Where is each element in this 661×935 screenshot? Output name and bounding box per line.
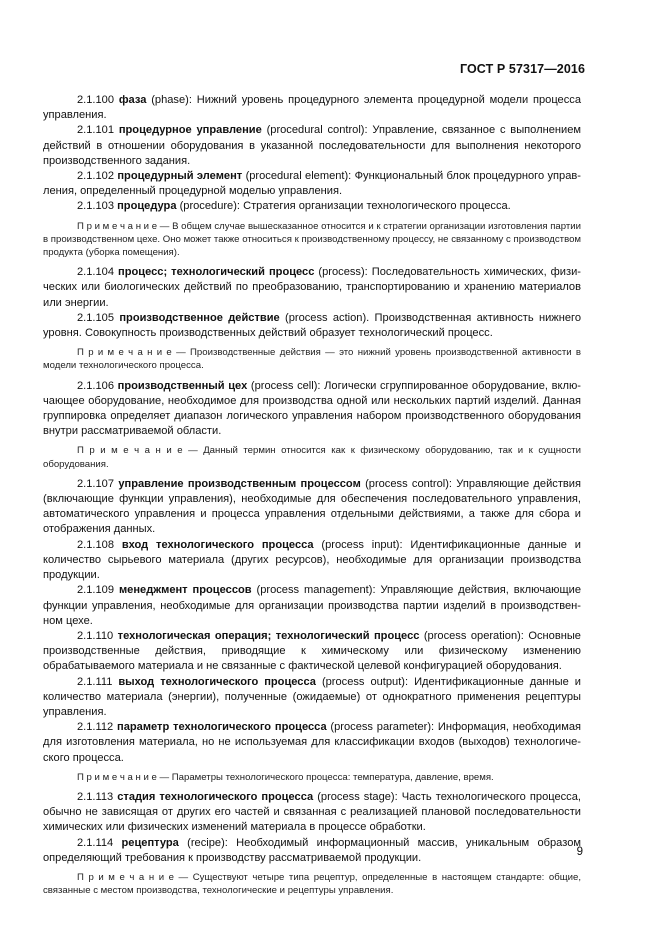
term-name: процедурное управление xyxy=(118,124,262,137)
term-name: рецептура xyxy=(121,836,179,849)
term-definition xyxy=(43,265,581,311)
term-text: (phase): Нижний уровень процедурного элемента процедурной модели процесса управления. xyxy=(43,94,581,122)
term-definition xyxy=(43,836,581,866)
note-dash: — xyxy=(173,871,193,883)
note-text: В общем случае вышесказанное относится и к стратегии организации изготовления партии в производственном цехе. Оно может также относиться к производственному процессу, не связанному с производством продукта (уборка помещения). xyxy=(43,220,581,259)
note-label: П р и м е ч а н и е xyxy=(77,871,174,883)
term-text: (process cell): Логически сгруппированное оборудование, включающее оборудование, необходимое для производства одной или нескольких партий изделий. Данная группировка определяет диапазон логического управления набором производственного оборудования внутри рассматриваемой области. xyxy=(43,379,581,438)
term-number: 2.1.110 xyxy=(77,629,118,642)
term-name: технологическая операция; технологический процесс xyxy=(117,629,420,642)
note-dash: — xyxy=(171,347,191,359)
term-number: 2.1.109 xyxy=(77,584,119,597)
note-label: П р и м е ч а н и е xyxy=(77,771,157,783)
term-name: вход технологического процесса xyxy=(121,538,314,551)
term-definition xyxy=(43,720,581,766)
term-number: 2.1.104 xyxy=(77,266,119,279)
term-number: 2.1.106 xyxy=(77,379,118,392)
term-text: (process output): Идентификационные данные и количество материала (энергии), полученные (ожидаемые) от однократного применения рецептуры управления. xyxy=(43,675,582,718)
term-number: 2.1.112 xyxy=(77,721,117,734)
term-definition xyxy=(43,583,581,629)
note xyxy=(43,346,581,372)
term-name: управление производственным процессом xyxy=(118,477,361,490)
term-definition xyxy=(43,629,581,675)
term-number: 2.1.111 xyxy=(77,675,119,688)
term-definition xyxy=(43,169,581,199)
note xyxy=(43,771,581,784)
note-dash: — xyxy=(157,220,173,232)
page-number: 9 xyxy=(576,846,583,858)
note xyxy=(43,220,581,260)
term-definition xyxy=(43,538,581,584)
note-dash: — xyxy=(182,445,204,457)
term-text: (procedure): Стратегия организации технологического процесса. xyxy=(176,200,511,213)
note-text: Данный термин относится как к физическому оборудованию, так и к сущности оборудования. xyxy=(43,445,581,470)
term-name: стадия технологического процесса xyxy=(117,790,314,803)
note xyxy=(43,444,581,470)
term-definition xyxy=(43,311,581,341)
term-number: 2.1.102 xyxy=(77,170,118,183)
term-definition xyxy=(43,93,581,123)
term-definition xyxy=(43,199,581,214)
term-name: процесс; технологический процесс xyxy=(118,266,315,279)
term-name: процедура xyxy=(117,200,177,213)
term-number: 2.1.113 xyxy=(77,790,118,803)
term-number: 2.1.100 xyxy=(77,94,119,106)
term-text: (process action). Производственная активность нижнего уровня. Совокупность производственных действий образует технологический процесс. xyxy=(43,311,581,340)
note xyxy=(43,871,581,897)
term-definition xyxy=(43,477,581,538)
note-label: П р и м е ч а н и е xyxy=(77,220,158,232)
term-name: процедурный элемент xyxy=(117,170,243,183)
term-text: (process input): Идентификационные данные и количество сырьевого материала (других ресурсов), необходимые для организации производства продукции. xyxy=(43,538,581,582)
term-text: (process management): Управляющие действия, включающие функции управления, необходимые для организации производства партии изделий в производственном цехе. xyxy=(43,584,581,627)
term-text: (process): Последовательность химических, физических или биологических действий по преобразованию, транспортированию и хранению материалов или энергии. xyxy=(43,266,581,309)
term-number: 2.1.107 xyxy=(77,477,119,490)
note-label: П р и м е ч а н и е xyxy=(77,445,183,457)
note-text: Производственные действия — это нижний уровень производственной активности в модели технологического процесса. xyxy=(43,347,581,372)
term-number: 2.1.114 xyxy=(77,836,122,849)
term-text: (process operation): Основные производственные действия, приводящие к химическому или физическому изменению обрабатываемого материала и не связанные с фактической целевой конфигурацией оборудования. xyxy=(43,629,581,673)
term-text: (process parameter): Информация, необходимая для изготовления материала, но не используемая для классификации входов (выходов) технологического процесса. xyxy=(43,721,581,764)
term-number: 2.1.105 xyxy=(77,311,120,324)
term-name: выход технологического процесса xyxy=(118,675,316,688)
term-number: 2.1.103 xyxy=(77,200,118,213)
term-name: менеджмент процессов xyxy=(118,584,252,597)
term-text: (process control): Управляющие действия (включающие функции управления), необходимые для обеспечения последовательного управления, автоматического управления и процесса управления отдельными действиями, а также для сбора и отображения данных. xyxy=(43,477,581,536)
note-dash: — xyxy=(156,771,172,783)
term-name: фаза xyxy=(118,94,147,106)
term-name: производственный цех xyxy=(117,379,248,392)
term-text: (procedural control): Управление, связанное с выполнением действий в отношении оборудования в указанной последовательности для выполнения некоторого производственного задания. xyxy=(43,124,581,167)
term-number: 2.1.101 xyxy=(77,124,119,137)
term-definition xyxy=(43,123,581,169)
document-body xyxy=(43,93,581,903)
term-definition xyxy=(43,790,581,836)
term-text: (process stage): Часть технологического процесса, обычно не зависящая от других его частей и связанная с реализацией плановой последовательности химических или физических изменений материала в процессе обработки. xyxy=(43,790,581,834)
term-text: (recipe): Необходимый информационный массив, уникальным образом определяющий требования к производству рассматриваемой продукции. xyxy=(43,836,581,864)
term-number: 2.1.108 xyxy=(77,538,122,551)
term-definition xyxy=(43,675,581,721)
term-name: производственное действие xyxy=(119,311,280,324)
term-definition xyxy=(43,379,581,440)
note-label: П р и м е ч а н и е xyxy=(77,347,172,359)
term-text: (procedural element): Функциональный блок процедурного управления, определенный процедурной моделью управления. xyxy=(43,170,581,198)
standard-header: ГОСТ Р 57317—2016 xyxy=(459,62,585,76)
term-name: параметр технологического процесса xyxy=(117,721,327,734)
note-text: Существуют четыре типа рецептур, определенные в настоящем стандарте: общие, связанные с местом производства, технологические и рецептуры управления. xyxy=(43,871,581,897)
note-text: Параметры технологического процесса: температура, давление, время. xyxy=(171,771,494,783)
